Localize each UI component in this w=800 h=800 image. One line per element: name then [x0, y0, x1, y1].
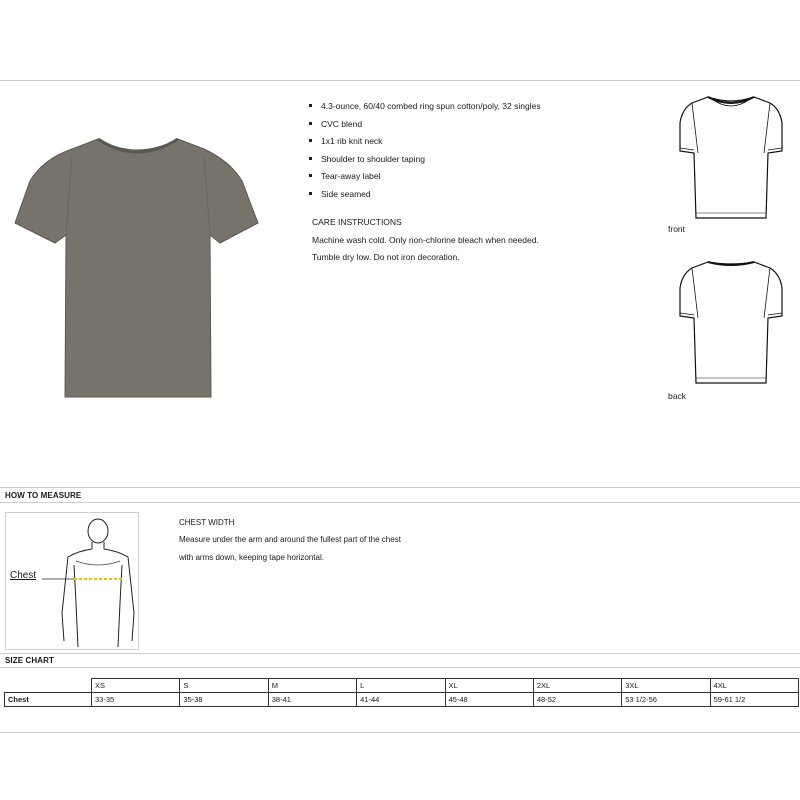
chest-width-instruction: Measure under the arm and around the fullest part of the chest: [179, 535, 401, 544]
size-header-row: [5, 679, 799, 693]
chest-value-cell: 45-48: [445, 693, 533, 707]
how-to-measure-title: HOW TO MEASURE: [5, 491, 82, 500]
measure-title-underline: [0, 502, 800, 503]
feature-item: 1x1 rib knit neck: [308, 135, 541, 153]
size-header-cell: XS: [92, 679, 180, 693]
chest-value-cell: 35-38: [180, 693, 268, 707]
feature-item: 4.3-ounce, 60/40 combed ring spun cotton/poly, 32 singles: [308, 100, 541, 118]
size-header-cell: XL: [445, 679, 533, 693]
chest-value-cell: 59-61 1/2: [710, 693, 798, 707]
table-corner-cell: [5, 679, 92, 693]
tshirt-body: [15, 139, 258, 397]
feature-item: Side seamed: [308, 188, 541, 206]
chest-value-cell: 33-35: [92, 693, 180, 707]
feature-item: CVC blend: [308, 118, 541, 136]
chest-value-cell: 38-41: [268, 693, 356, 707]
measure-divider: [0, 487, 800, 488]
chest-row-label: Chest: [5, 693, 92, 707]
care-instruction-line: Machine wash cold. Only non-chlorine bleach when needed.: [312, 235, 539, 245]
feature-item: Tear-away label: [308, 170, 541, 188]
chest-value-cell: 48-52: [533, 693, 621, 707]
chest-figure-label: Chest: [10, 570, 37, 581]
size-header-cell: M: [268, 679, 356, 693]
size-chart-title: SIZE CHART: [5, 656, 54, 665]
feature-item: Shoulder to shoulder taping: [308, 153, 541, 171]
chest-width-title: CHEST WIDTH: [179, 518, 235, 527]
back-view-drawing: [676, 258, 786, 388]
chest-value-cell: 53 1/2-56: [622, 693, 710, 707]
back-label: back: [668, 391, 686, 401]
front-label: front: [668, 224, 686, 234]
size-header-cell: 2XL: [533, 679, 621, 693]
size-header-cell: L: [357, 679, 445, 693]
chest-row: [5, 693, 799, 707]
chest-width-instruction: with arms down, keeping tape horizontal.: [179, 553, 324, 562]
size-header-cell: 3XL: [622, 679, 710, 693]
size-header-cell: 4XL: [710, 679, 798, 693]
feature-list: [308, 100, 541, 206]
chest-value-cell: 41-44: [357, 693, 445, 707]
top-divider: [0, 80, 800, 81]
care-instruction-line: Tumble dry low. Do not iron decoration.: [312, 252, 460, 262]
front-view-drawing: [676, 93, 786, 223]
size-chart-title-underline: [0, 667, 800, 668]
size-chart-divider: [0, 653, 800, 654]
bottom-divider: [0, 732, 800, 733]
care-instructions-title: CARE INSTRUCTIONS: [312, 217, 402, 227]
size-chart-table: [4, 678, 799, 707]
size-header-cell: S: [180, 679, 268, 693]
tshirt-product-image: [10, 135, 265, 400]
